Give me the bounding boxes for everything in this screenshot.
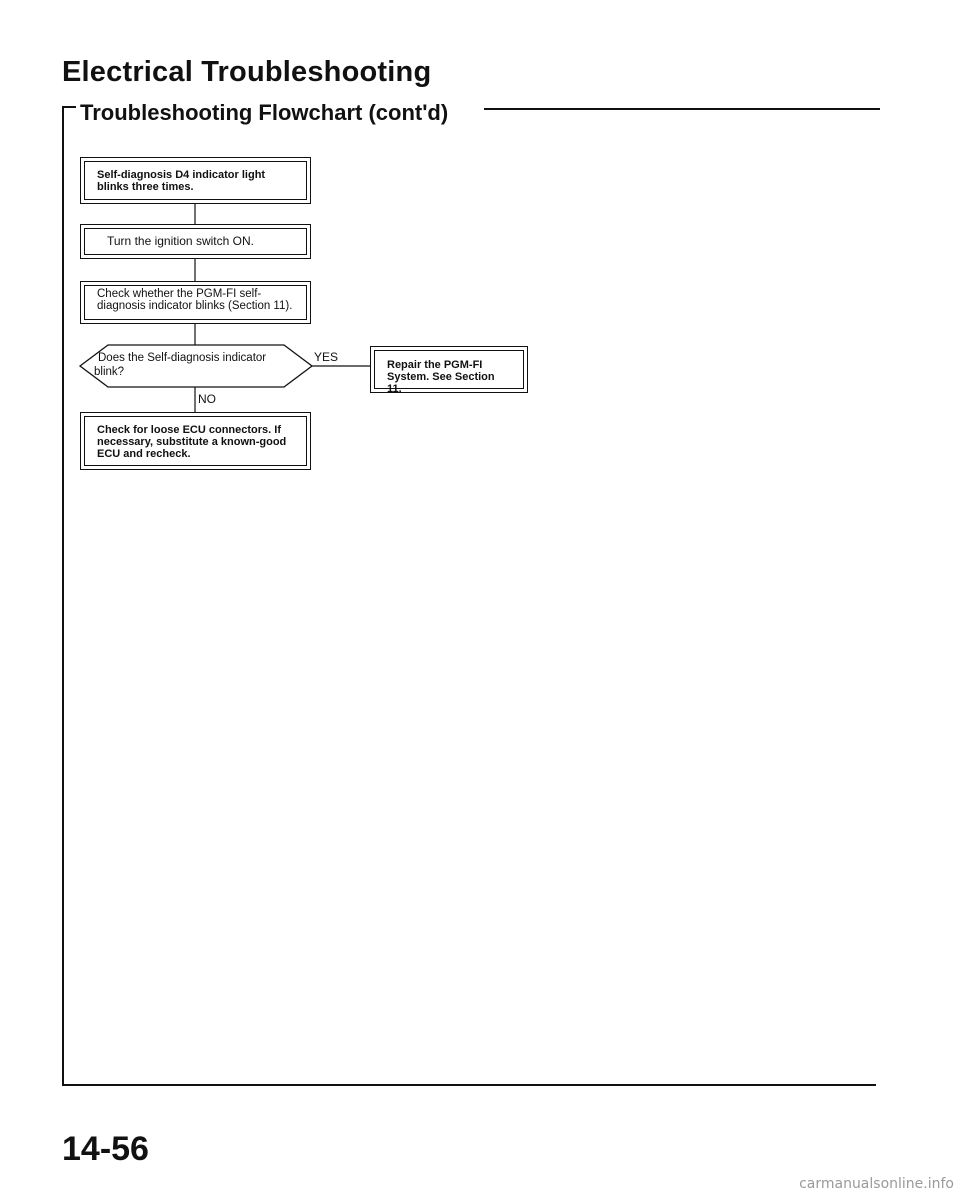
decision-text-line2: blink?: [94, 366, 125, 378]
step-3-text: Check whether the PGM-FI self-diagnosis indicator blinks (Section 11).: [84, 285, 307, 320]
step-1-box: [80, 157, 311, 204]
page-title: Electrical Troubleshooting: [62, 56, 432, 88]
yes-result-box: [370, 346, 528, 393]
no-result-box: [80, 412, 311, 470]
bottom-rule: [62, 1084, 876, 1086]
page-number: 14-56: [62, 1130, 149, 1168]
yes-result-text: Repair the PGM-FI System. See Section 11.: [374, 350, 524, 389]
watermark-url: carmanualsonline.info: [799, 1176, 954, 1192]
step-2-text: Turn the ignition switch ON.: [84, 228, 307, 255]
yes-label: YES: [314, 350, 339, 364]
no-label: NO: [198, 392, 216, 406]
step-3-box: [80, 281, 311, 324]
step-1-text: Self-diagnosis D4 indicator light blinks three times.: [84, 161, 307, 200]
section-title: Troubleshooting Flowchart (cont'd): [80, 100, 449, 125]
decision-text-line1: Does the Self-diagnosis indicator: [98, 352, 267, 364]
no-result-text: Check for loose ECU connectors. If necessary, substitute a known-good ECU and recheck.: [84, 416, 307, 466]
step-2-box: [80, 224, 311, 259]
